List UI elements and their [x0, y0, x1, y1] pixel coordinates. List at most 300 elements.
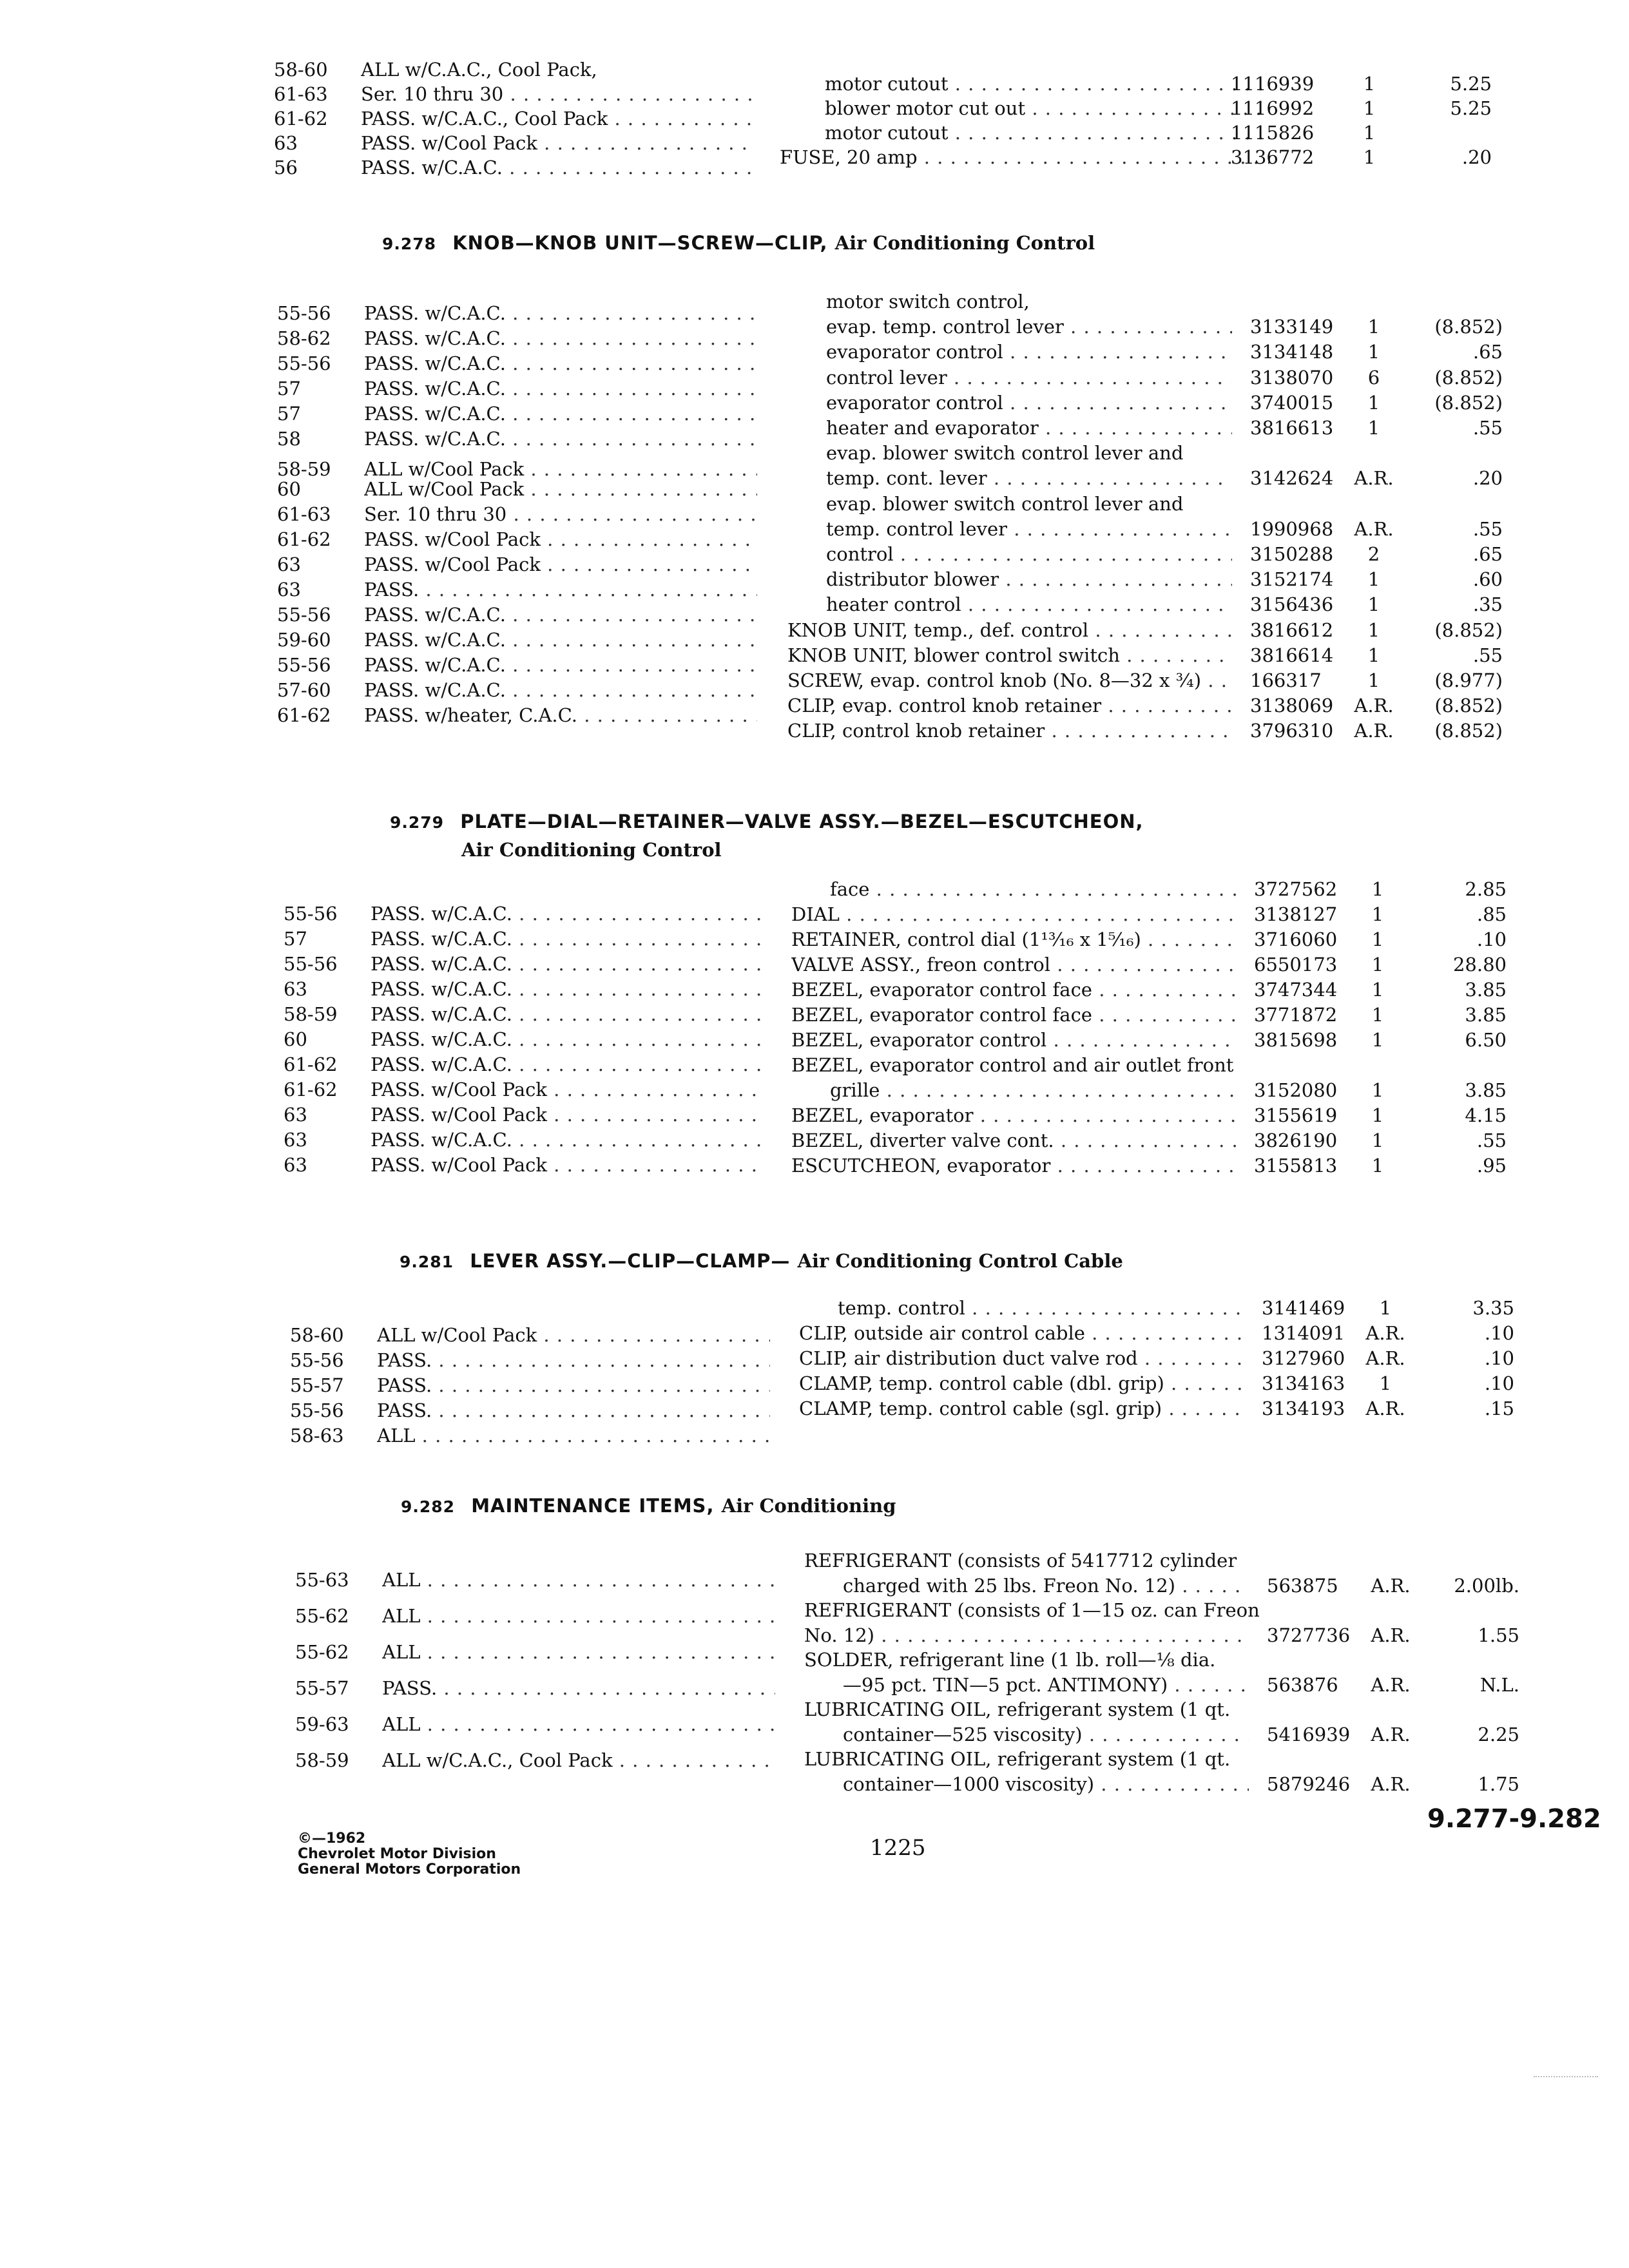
- table-row: [277, 702, 773, 728]
- table-row: [295, 1711, 791, 1737]
- description-cell: control lever . . .: [826, 365, 1232, 390]
- table-row: [277, 602, 773, 628]
- table-row: [284, 1102, 780, 1128]
- price-cell: 3.35: [1472, 1297, 1514, 1319]
- table-row: [804, 1746, 1539, 1772]
- table-row: [787, 642, 1522, 668]
- quantity-cell: 6: [1367, 366, 1380, 389]
- part-number-cell: 3134148: [1250, 341, 1334, 363]
- part-number-cell: 5416939: [1267, 1723, 1351, 1745]
- model-cell: PASS. w/C.A.C. . . .: [371, 1127, 764, 1153]
- description-cell: No. 12) . . .: [804, 1622, 1249, 1648]
- year-cell: 58-63: [290, 1425, 344, 1446]
- model-cell: PASS. w/C.A.C. . . .: [371, 1001, 764, 1027]
- part-number-cell: 3150288: [1250, 543, 1334, 565]
- model-cell: PASS. w/C.A.C., Cool Pack . . .: [361, 106, 754, 131]
- table-row: [791, 1153, 1526, 1178]
- year-cell: 57: [277, 378, 301, 399]
- model-cell: PASS. . . .: [377, 1347, 770, 1373]
- quantity-cell: 1: [1371, 1004, 1384, 1026]
- model-cell: PASS. w/C.A.C. . . .: [364, 652, 757, 678]
- copyright-line: Chevrolet Motor Division: [298, 1846, 496, 1862]
- table-row: [277, 501, 773, 527]
- part-number-cell: 3740015: [1250, 391, 1334, 414]
- table-row: [290, 1347, 786, 1373]
- price-cell: (8.852): [1434, 619, 1503, 641]
- quantity-cell: 1: [1371, 1079, 1384, 1101]
- part-number-cell: 1990968: [1250, 517, 1334, 540]
- description-cell: distributor blower . . .: [826, 566, 1232, 592]
- model-cell: PASS. w/C.A.C. . . .: [364, 300, 757, 326]
- price-cell: (8.852): [1434, 391, 1503, 414]
- table-row: [277, 376, 773, 401]
- section-range: 9.277-9.282: [1427, 1804, 1601, 1834]
- description-cell: charged with 25 lbs. Freon No. 12) . . .: [843, 1573, 1249, 1599]
- year-cell: 55-57: [290, 1374, 344, 1396]
- description-cell: evap. temp. control lever . . .: [826, 314, 1232, 340]
- table-row: [804, 1647, 1539, 1673]
- price-cell: .55: [1476, 1129, 1507, 1151]
- table-row: [284, 1052, 780, 1077]
- quantity-cell: 1: [1367, 619, 1380, 641]
- model-cell: ALL . . .: [377, 1423, 770, 1448]
- description-cell: heater and evaporator . . .: [826, 415, 1232, 441]
- year-cell: 61-62: [274, 108, 328, 130]
- year-cell: 63: [284, 1104, 307, 1126]
- part-number-cell: 3133149: [1250, 316, 1334, 338]
- table-row: [804, 1722, 1539, 1747]
- table-row: [277, 476, 773, 502]
- year-cell: 55-56: [290, 1349, 344, 1371]
- quantity-cell: A.R.: [1371, 1723, 1411, 1745]
- table-row: [804, 1548, 1539, 1573]
- section-title: PLATE—DIAL—RETAINER—VALVE ASSY.—BEZEL—ESCUTCHEON,: [460, 811, 1144, 832]
- table-row: [787, 617, 1522, 643]
- quantity-cell: A.R.: [1371, 1574, 1411, 1597]
- table-row: [284, 1026, 780, 1052]
- table-row: [791, 1102, 1526, 1128]
- part-number-cell: 3141469: [1262, 1297, 1345, 1319]
- price-cell: 2.25: [1478, 1723, 1519, 1745]
- part-number-cell: 1115826: [1231, 122, 1315, 144]
- model-cell: PASS. w/C.A.C. . . .: [371, 976, 764, 1002]
- part-number-cell: 6550173: [1254, 954, 1338, 975]
- part-number-cell: 3816614: [1250, 644, 1334, 666]
- description-cell: BEZEL, evaporator . . .: [791, 1102, 1236, 1128]
- year-cell: 57-60: [277, 679, 331, 701]
- price-cell: .65: [1472, 341, 1503, 363]
- model-cell: PASS. w/C.A.C. . . .: [364, 401, 757, 427]
- table-row: [787, 314, 1522, 340]
- year-cell: 55-56: [277, 654, 331, 676]
- description-cell: evaporator control . . .: [826, 390, 1232, 416]
- model-cell: PASS. w/Cool Pack . . .: [361, 130, 754, 156]
- year-cell: 55-56: [277, 302, 331, 324]
- description-cell: CLAMP, temp. control cable (dbl. grip) . . .: [799, 1370, 1244, 1396]
- price-cell: (8.852): [1434, 366, 1503, 389]
- part-number-cell: 3747344: [1254, 979, 1338, 1001]
- part-number-cell: 3134193: [1262, 1398, 1345, 1419]
- quantity-cell: 2: [1367, 543, 1380, 565]
- description-cell: temp. cont. lever . . .: [826, 465, 1232, 491]
- table-row: [787, 390, 1522, 416]
- table-row: [787, 693, 1522, 718]
- section-number: 9.282: [401, 1497, 456, 1516]
- section-number: 9.279: [390, 813, 445, 832]
- table-row: [804, 1771, 1539, 1797]
- price-cell: 3.85: [1465, 1004, 1507, 1026]
- table-row: [787, 668, 1522, 693]
- table-row: [295, 1639, 791, 1665]
- description-cell: KNOB UNIT, temp., def. control . . .: [787, 617, 1232, 643]
- quantity-cell: 1: [1371, 954, 1384, 975]
- price-cell: (8.852): [1434, 720, 1503, 742]
- section-number: 9.281: [400, 1253, 454, 1271]
- price-cell: 28.80: [1452, 954, 1507, 975]
- model-cell: PASS. w/Cool Pack . . .: [364, 526, 757, 552]
- description-cell: evap. blower switch control lever and: [826, 442, 1184, 465]
- model-cell: PASS. w/C.A.C. . . .: [364, 376, 757, 401]
- part-number-cell: 3771872: [1254, 1004, 1338, 1026]
- table-row: [277, 300, 773, 326]
- section-subtitle: Air Conditioning: [721, 1495, 896, 1517]
- description-cell: REFRIGERANT (consists of 1—15 oz. can Freon: [804, 1599, 1260, 1621]
- table-row: [284, 926, 780, 952]
- quantity-cell: 1: [1371, 878, 1384, 900]
- model-cell: PASS. . . .: [364, 577, 757, 602]
- part-number-cell: 3727736: [1267, 1624, 1351, 1646]
- quantity-cell: A.R.: [1371, 1624, 1411, 1646]
- table-row: [799, 1396, 1534, 1421]
- table-row: [284, 1001, 780, 1027]
- price-cell: 6.50: [1465, 1029, 1507, 1051]
- quantity-cell: 1: [1371, 1104, 1384, 1126]
- table-row: [295, 1747, 791, 1773]
- year-cell: 58: [277, 428, 301, 450]
- section-heading-9-282: [401, 1495, 896, 1517]
- part-number-cell: 3815698: [1254, 1029, 1338, 1051]
- table-row: [295, 1675, 791, 1701]
- price-cell: .10: [1484, 1372, 1514, 1394]
- description-cell: SOLDER, refrigerant line (1 lb. roll—⅛ dia.: [804, 1649, 1216, 1671]
- part-number-cell: 3142624: [1250, 467, 1334, 490]
- year-cell: 58-59: [277, 458, 331, 480]
- model-cell: PASS. w/C.A.C. . . .: [364, 677, 757, 703]
- quantity-cell: A.R.: [1354, 695, 1394, 717]
- quantity-cell: 1: [1367, 568, 1380, 591]
- table-row: [290, 1322, 786, 1348]
- price-cell: 3.85: [1465, 979, 1507, 1001]
- description-cell: motor switch control,: [826, 291, 1030, 312]
- page-number: 1225: [870, 1835, 926, 1861]
- scan-mark: [1534, 2076, 1598, 2079]
- table-row: [787, 339, 1522, 365]
- description-cell: temp. control lever . . .: [826, 516, 1232, 542]
- table-row: [787, 718, 1522, 744]
- model-cell: PASS. w/C.A.C. . . .: [364, 602, 757, 628]
- table-row: [277, 577, 773, 602]
- model-cell: PASS. . . .: [382, 1675, 775, 1701]
- section-subtitle: Air Conditioning Control: [834, 232, 1095, 254]
- description-cell: BEZEL, evaporator control face . . .: [791, 977, 1236, 1003]
- model-cell: PASS. w/C.A.C. . . .: [361, 155, 754, 180]
- copyright-block: [298, 1831, 521, 1878]
- price-cell: .10: [1484, 1322, 1514, 1344]
- table-row: [787, 465, 1522, 491]
- table-row: [295, 1567, 791, 1593]
- model-cell: PASS. w/C.A.C. . . .: [371, 926, 764, 952]
- description-cell: blower motor cut out . . .: [825, 95, 1269, 121]
- section-subheading-9-279: [461, 839, 722, 861]
- price-cell: .55: [1472, 644, 1503, 666]
- model-cell: PASS. w/C.A.C. . . .: [371, 1052, 764, 1077]
- price-cell: 2.00lb.: [1454, 1574, 1519, 1597]
- table-row: [277, 627, 773, 653]
- year-cell: 61-62: [277, 528, 331, 550]
- model-cell: ALL . . .: [382, 1603, 775, 1629]
- model-cell: Ser. 10 thru 30 . . .: [364, 501, 757, 527]
- quantity-cell: A.R.: [1354, 517, 1394, 540]
- model-cell: Ser. 10 thru 30 . . .: [361, 81, 754, 107]
- price-cell: 5.25: [1450, 97, 1492, 119]
- price-cell: .55: [1472, 517, 1503, 540]
- quantity-cell: 1: [1367, 316, 1380, 338]
- quantity-cell: 1: [1371, 1155, 1384, 1177]
- table-row: [284, 951, 780, 977]
- description-cell: DIAL . . .: [791, 901, 1236, 927]
- section-title: MAINTENANCE ITEMS,: [471, 1495, 715, 1517]
- quantity-cell: 1: [1379, 1297, 1392, 1319]
- quantity-cell: A.R.: [1354, 467, 1394, 490]
- table-row: [284, 1127, 780, 1153]
- year-cell: 55-62: [295, 1605, 349, 1627]
- table-row: [799, 1320, 1534, 1346]
- description-cell: BEZEL, evaporator control . . .: [791, 1027, 1236, 1053]
- part-number-cell: 3816612: [1250, 619, 1334, 641]
- model-cell: PASS. w/C.A.C. . . .: [364, 627, 757, 653]
- year-cell: 60: [284, 1028, 307, 1050]
- price-cell: 3.85: [1465, 1079, 1507, 1101]
- year-cell: 58-60: [290, 1324, 344, 1346]
- quantity-cell: 1: [1367, 341, 1380, 363]
- year-cell: 60: [277, 478, 301, 500]
- year-cell: 58-59: [284, 1003, 338, 1025]
- year-cell: 55-56: [284, 953, 338, 975]
- year-cell: 55-56: [277, 604, 331, 626]
- description-cell: heater control . . .: [826, 591, 1232, 617]
- table-row: [277, 552, 773, 577]
- part-number-cell: 3156436: [1250, 593, 1334, 616]
- price-cell: N.L.: [1480, 1673, 1519, 1696]
- quantity-cell: A.R.: [1371, 1673, 1411, 1696]
- description-cell: VALVE ASSY., freon control . . .: [791, 952, 1236, 977]
- model-cell: ALL w/C.A.C., Cool Pack,: [361, 59, 597, 81]
- quantity-cell: A.R.: [1365, 1398, 1405, 1419]
- table-row: [791, 1027, 1526, 1053]
- part-number-cell: 3155619: [1254, 1104, 1338, 1126]
- description-cell: FUSE, 20 amp . . .: [780, 144, 1269, 170]
- year-cell: 63: [277, 553, 301, 575]
- copyright-line: General Motors Corporation: [298, 1861, 521, 1878]
- price-cell: (8.852): [1434, 695, 1503, 717]
- quantity-cell: 1: [1363, 73, 1376, 95]
- model-cell: PASS. w/Cool Pack . . .: [371, 1077, 764, 1102]
- price-cell: .10: [1476, 928, 1507, 950]
- model-cell: PASS. w/C.A.C. . . .: [364, 351, 757, 376]
- price-cell: 5.25: [1450, 73, 1492, 95]
- quantity-cell: 1: [1367, 669, 1380, 691]
- part-number-cell: 3136772: [1231, 146, 1315, 168]
- part-number-cell: 3127960: [1262, 1347, 1345, 1369]
- price-cell: 1.75: [1478, 1773, 1519, 1795]
- price-cell: .85: [1476, 903, 1507, 925]
- description-cell: evap. blower switch control lever and: [826, 492, 1184, 515]
- model-cell: PASS. w/C.A.C. . . .: [364, 426, 757, 452]
- part-number-cell: 3134163: [1262, 1372, 1345, 1394]
- description-cell: evaporator control . . .: [826, 339, 1232, 365]
- section-title: LEVER ASSY.—CLIP—CLAMP—: [470, 1250, 791, 1272]
- quantity-cell: 1: [1371, 928, 1384, 950]
- description-cell: control . . .: [826, 541, 1232, 567]
- table-row: [787, 415, 1522, 441]
- table-row: [804, 1696, 1539, 1722]
- section-subtitle: Air Conditioning Control Cable: [797, 1250, 1123, 1272]
- table-row: [290, 1372, 786, 1398]
- model-cell: PASS. . . .: [377, 1372, 770, 1398]
- price-cell: .60: [1472, 568, 1503, 591]
- year-cell: 55-62: [295, 1641, 349, 1663]
- year-cell: 59-63: [295, 1713, 349, 1735]
- model-cell: PASS. . . .: [377, 1398, 770, 1423]
- part-number-cell: 3816613: [1250, 417, 1334, 439]
- table-row: [787, 516, 1522, 542]
- description-cell: container—1000 viscosity) . . .: [843, 1771, 1249, 1797]
- quantity-cell: 1: [1371, 903, 1384, 925]
- description-cell: BEZEL, evaporator control and air outlet front: [791, 1054, 1234, 1076]
- description-cell: —95 pct. TIN—5 pct. ANTIMONY) . . .: [843, 1672, 1249, 1698]
- price-cell: .95: [1476, 1155, 1507, 1177]
- part-number-cell: 563875: [1267, 1574, 1338, 1597]
- description-cell: container—525 viscosity) . . .: [843, 1722, 1249, 1747]
- year-cell: 55-57: [295, 1677, 349, 1699]
- table-row: [284, 901, 780, 927]
- year-cell: 63: [284, 978, 307, 1000]
- year-cell: 57: [284, 928, 307, 950]
- year-cell: 61-62: [284, 1079, 338, 1100]
- table-row: [277, 325, 773, 351]
- section-subtitle: Air Conditioning Control: [461, 839, 722, 861]
- year-cell: 61-63: [277, 503, 331, 525]
- price-cell: .10: [1484, 1347, 1514, 1369]
- quantity-cell: A.R.: [1365, 1322, 1405, 1344]
- year-cell: 61-62: [284, 1053, 338, 1075]
- price-cell: .65: [1472, 543, 1503, 565]
- description-cell: grille . . .: [830, 1077, 1236, 1103]
- table-row: [277, 401, 773, 427]
- quantity-cell: 1: [1371, 1129, 1384, 1151]
- quantity-cell: 1: [1367, 644, 1380, 666]
- quantity-cell: 1: [1379, 1372, 1392, 1394]
- model-cell: PASS. w/C.A.C. . . .: [371, 1026, 764, 1052]
- model-cell: ALL . . .: [382, 1711, 775, 1737]
- price-cell: 2.85: [1465, 878, 1507, 900]
- model-cell: PASS. w/C.A.C. . . .: [371, 951, 764, 977]
- part-number-cell: 5879246: [1267, 1773, 1351, 1795]
- table-row: [284, 976, 780, 1002]
- year-cell: 61-63: [274, 83, 328, 105]
- part-number-cell: 3796310: [1250, 720, 1334, 742]
- part-number-cell: 3155813: [1254, 1155, 1338, 1177]
- part-number-cell: 563876: [1267, 1673, 1338, 1696]
- table-row: [277, 351, 773, 376]
- year-cell: 57: [277, 403, 301, 425]
- model-cell: ALL . . .: [382, 1639, 775, 1665]
- description-cell: temp. control . . .: [838, 1295, 1244, 1321]
- table-row: [787, 491, 1522, 517]
- quantity-cell: A.R.: [1365, 1347, 1405, 1369]
- description-cell: SCREW, evap. control knob (No. 8—32 x ¾) . . .: [787, 668, 1232, 693]
- table-row: [277, 652, 773, 678]
- part-number-cell: 3152174: [1250, 568, 1334, 591]
- table-row: [799, 1370, 1534, 1396]
- table-row: [791, 876, 1526, 902]
- table-row: [277, 426, 773, 452]
- part-number-cell: 3138070: [1250, 366, 1334, 389]
- quantity-cell: 1: [1371, 1029, 1384, 1051]
- description-cell: BEZEL, diverter valve cont. . . .: [791, 1128, 1236, 1153]
- table-row: [804, 1597, 1539, 1623]
- table-row: [804, 1672, 1539, 1698]
- table-row: [791, 901, 1526, 927]
- table-row: [284, 1152, 780, 1178]
- description-cell: CLIP, evap. control knob retainer . . .: [787, 693, 1232, 718]
- table-row: [295, 1603, 791, 1629]
- quantity-cell: 1: [1363, 122, 1376, 144]
- table-row: [787, 289, 1522, 314]
- year-cell: 63: [284, 1154, 307, 1176]
- quantity-cell: 1: [1367, 417, 1380, 439]
- table-row: [277, 677, 773, 703]
- table-row: [787, 365, 1522, 390]
- description-cell: CLIP, control knob retainer . . .: [787, 718, 1232, 744]
- part-number-cell: 3716060: [1254, 928, 1338, 950]
- price-cell: .20: [1461, 146, 1492, 168]
- part-number-cell: 3826190: [1254, 1129, 1338, 1151]
- price-cell: .55: [1472, 417, 1503, 439]
- quantity-cell: 1: [1363, 146, 1376, 168]
- table-row: [787, 440, 1522, 466]
- part-number-cell: 1116992: [1231, 97, 1315, 119]
- part-number-cell: 3727562: [1254, 878, 1338, 900]
- description-cell: CLIP, air distribution duct valve rod . . .: [799, 1345, 1244, 1371]
- year-cell: 63: [274, 132, 298, 154]
- year-cell: 56: [274, 157, 298, 178]
- quantity-cell: 1: [1367, 593, 1380, 616]
- part-number-cell: 166317: [1250, 669, 1322, 691]
- description-cell: motor cutout . . .: [825, 71, 1269, 97]
- price-cell: (8.852): [1434, 316, 1503, 338]
- copyright-line: ©—1962: [298, 1831, 366, 1847]
- table-row: [791, 1002, 1526, 1028]
- description-cell: ESCUTCHEON, evaporator . . .: [791, 1153, 1236, 1178]
- year-cell: 59-60: [277, 629, 331, 651]
- price-cell: .20: [1472, 467, 1503, 490]
- table-row: [791, 1052, 1526, 1078]
- section-heading-9-278: [382, 232, 1095, 254]
- table-row: [277, 526, 773, 552]
- year-cell: 61-62: [277, 704, 331, 726]
- table-row: [284, 1077, 780, 1102]
